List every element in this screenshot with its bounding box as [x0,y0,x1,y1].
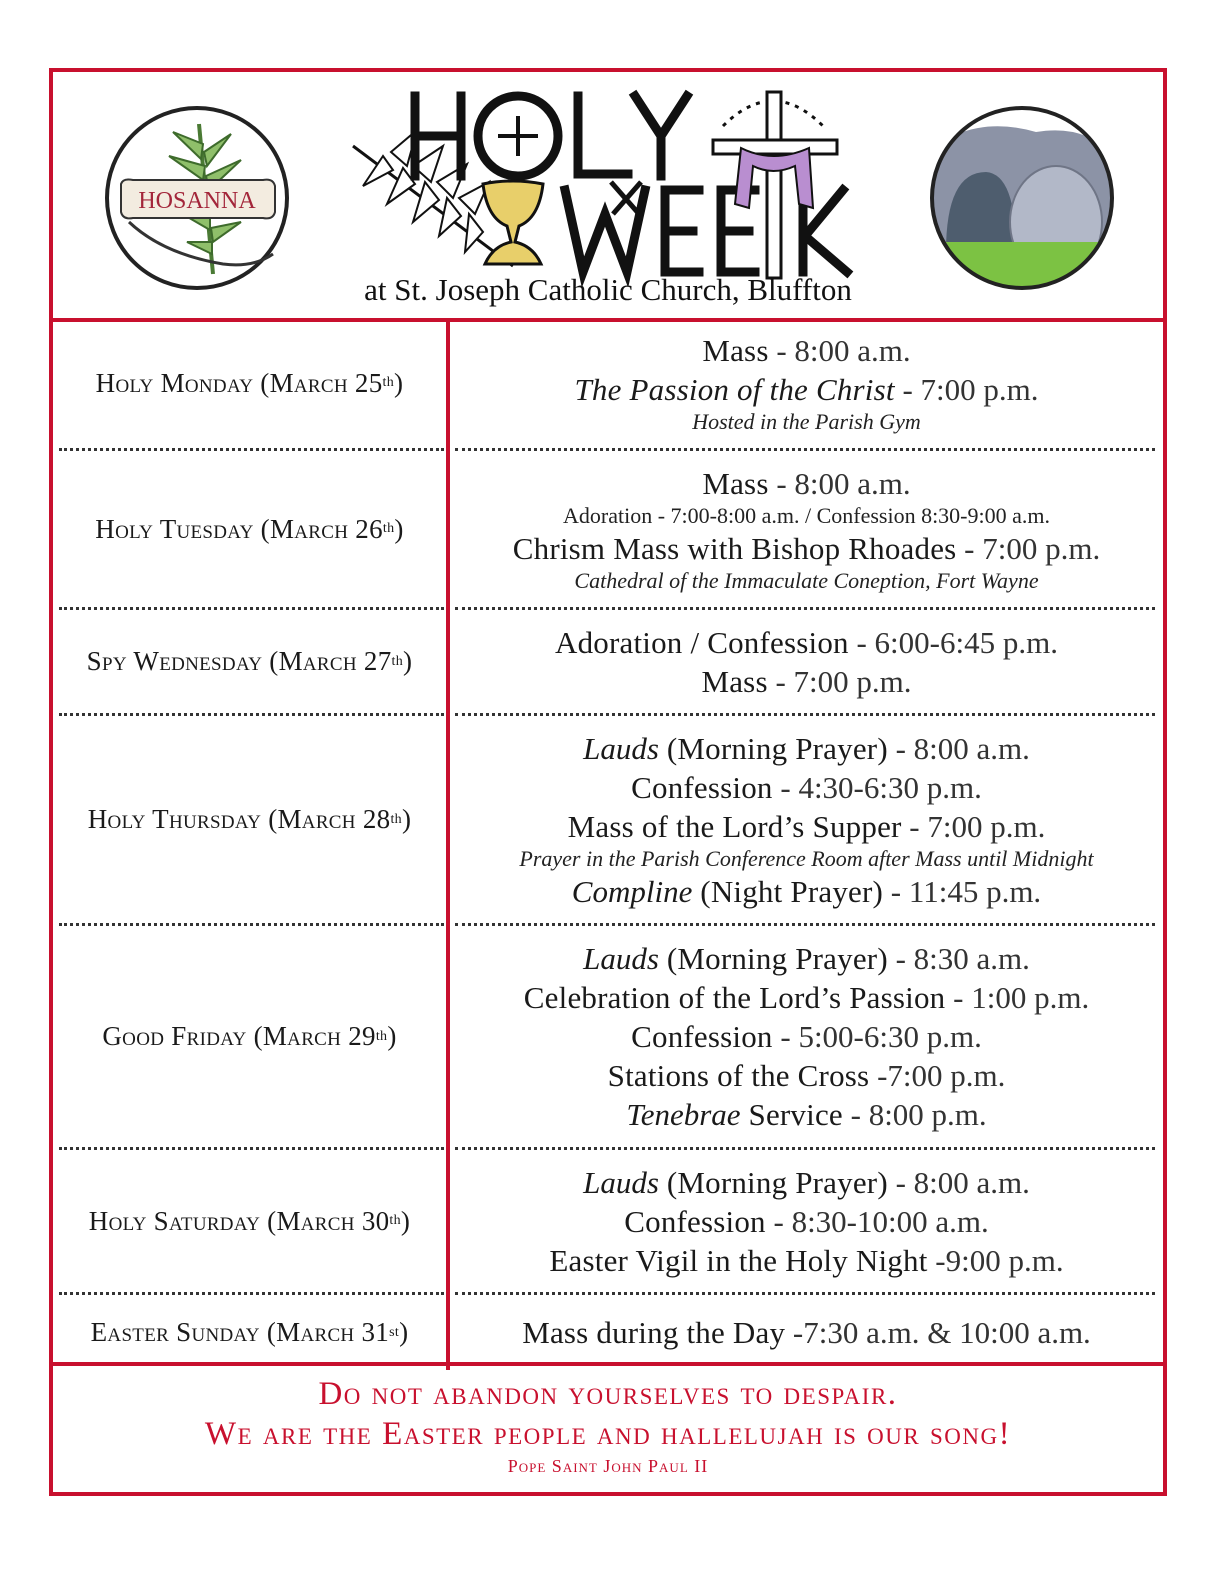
event-line: Lauds (Morning Prayer) - 8:00 a.m. [583,730,1030,766]
schedule-row-good-friday [53,926,1163,1147]
header [53,72,1163,322]
event-line: Easter Vigil in the Holy Night -9:00 p.m. [549,1242,1064,1278]
hosanna-text: HOSANNA [138,188,256,214]
quote-author: Pope Saint John Paul II [507,1456,709,1476]
event-line: Lauds (Morning Prayer) - 8:00 a.m. [583,1164,1030,1200]
event-line: Confession - 5:00-6:30 p.m. [631,1019,982,1054]
event-line: Confession - 8:30-10:00 a.m. [624,1203,989,1239]
day-label: Good Friday (March 29 th ) [102,1021,397,1051]
schedule-row-easter-sunday [53,1295,1163,1370]
schedule-row-holy-saturday [53,1150,1163,1292]
page-frame [49,68,1167,1496]
events-cell [446,716,1163,923]
day-label: Holy Monday (March 25 th ) [95,367,404,398]
event-line: Mass - 7:00 p.m. [701,663,912,699]
empty-tomb-logo [926,102,1118,294]
schedule-row-holy-thursday [53,716,1163,923]
event-line: Mass - 8:00 a.m. [702,466,911,501]
subtitle: at St. Joseph Catholic Church, Bluffton [364,272,852,307]
holy-week-title [343,86,903,286]
footer-quote [53,1362,1163,1492]
events-cell [446,451,1163,607]
event-note: Cathedral of the Immaculate Coneption, Fort Wayne [574,568,1039,593]
events-cell [446,1150,1163,1292]
schedule-row-holy-monday [53,318,1163,448]
event-line: Celebration of the Lord’s Passion - 1:00 p.m. [523,980,1090,1015]
schedule-table [53,318,1163,1370]
day-label: Holy Tuesday (March 26 th ) [95,513,404,544]
day-label: Easter Sunday (March 31 st ) [90,1317,409,1347]
events-cell [446,610,1163,713]
event-line: Stations of the Cross -7:00 p.m. [607,1058,1006,1093]
event-line: Chrism Mass with Bishop Rhoades - 7:00 p.m. [512,531,1101,566]
event-line: Mass of the Lord’s Supper - 7:00 p.m. [567,808,1046,844]
event-line: Compline (Night Prayer) - 11:45 p.m. [571,873,1042,909]
event-line: Tenebrae Service - 8:00 p.m. [626,1097,987,1132]
nails-icon [611,182,641,214]
chalice-icon [483,181,543,264]
schedule-row-spy-wednesday [53,610,1163,713]
event-note: Prayer in the Parish Conference Room after Mass until Midnight [519,845,1094,871]
quote-line-2: We are the Easter people and hallelujah is our song! [204,1416,1012,1452]
events-cell [446,1295,1163,1370]
day-label: Holy Saturday (March 30 th ) [88,1205,411,1236]
events-cell [446,318,1163,448]
event-line: Mass - 8:00 a.m. [702,333,911,368]
event-line: The Passion of the Christ - 7:00 p.m. [574,372,1039,407]
quote-line-1: Do not abandon yourselves to despair. [318,1376,898,1412]
event-line: Lauds (Morning Prayer) - 8:30 a.m. [583,941,1030,976]
day-label: Holy Thursday (March 28 th ) [87,804,412,834]
hosanna-palm-logo [103,104,291,292]
event-note: Adoration - 7:00-8:00 a.m. / Confession 8:30-9:00 a.m. [563,503,1050,528]
schedule-row-holy-tuesday [53,451,1163,607]
events-cell [446,926,1163,1147]
event-line: Mass during the Day -7:30 a.m. & 10:00 a.m. [522,1315,1091,1350]
event-note: Hosted in the Parish Gym [692,409,921,434]
event-line: Adoration / Confession - 6:00-6:45 p.m. [555,624,1058,660]
event-line: Confession - 4:30-6:30 p.m. [631,769,982,805]
day-label: Spy Wednesday (March 27 th ) [86,646,413,676]
